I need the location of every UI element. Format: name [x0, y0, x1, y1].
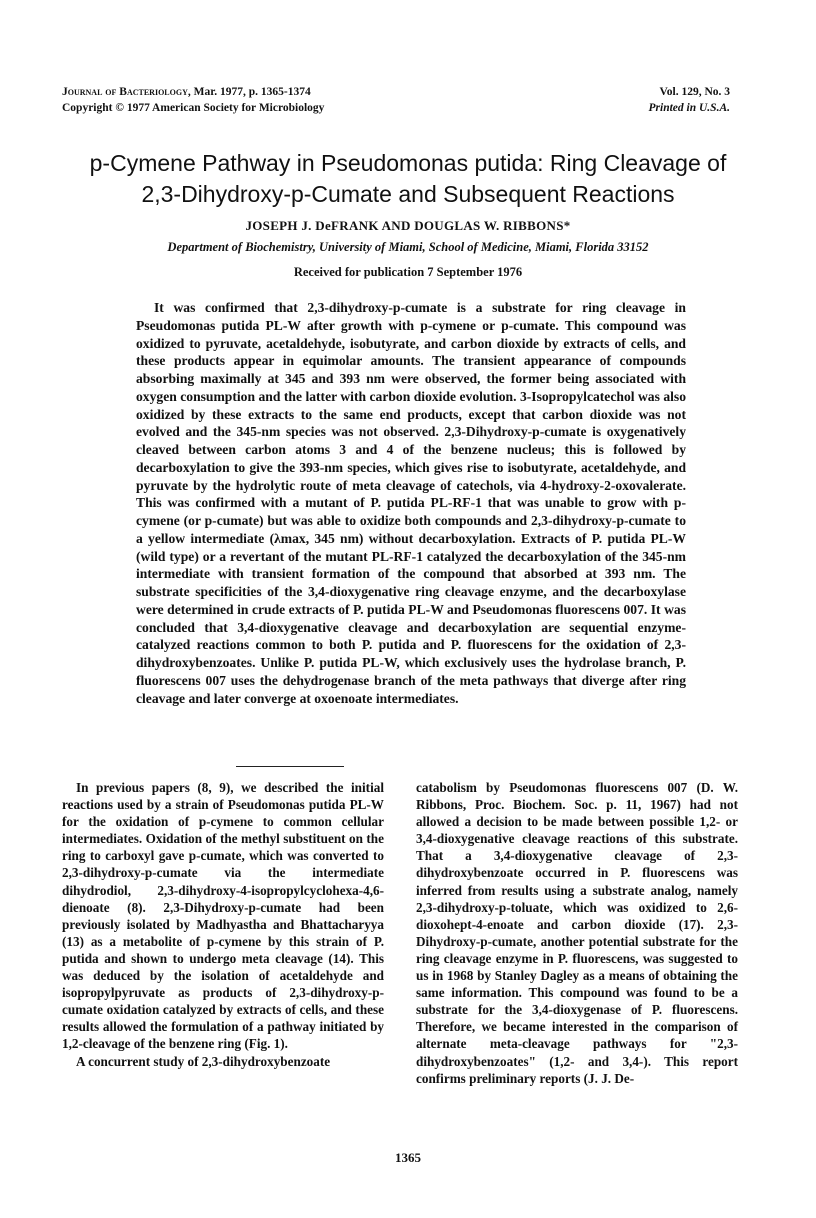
volume-header [649, 84, 730, 116]
body-column-left [62, 779, 384, 1070]
article-title [40, 148, 776, 210]
body-paragraph: In previous papers (8, 9), we described the initial reactions used by a strain of Pseudomonas putida PL-W for the oxidation of p-cymene to common cellular intermediates. Oxidation of the methyl substituent on the ring to carboxyl gave p-cumate, which was converted to 2,3-dihydroxy-p-cumate via the intermediate dihydrodiol, 2,3-dihydroxy-4-isopropylcyclohexa-4,6-dienoate (8). 2,3-Dihydroxy-p-cumate had been previously isolated by Madhyastha and Bhattacharyya (13) as a metabolite of p-cymene by this strain of P. putida and shown to undergo meta cleavage (14). This was deduced by the isolation of acetaldehyde and isopropylpyruvate as products of 2,3-dihydroxy-p-cumate oxidation catalyzed by extracts of cells, and these results allowed the formulation of a pathway initiated by 1,2-cleavage of the benzene ring (Fig. 1). [62, 780, 384, 1052]
authors: JOSEPH J. DeFRANK AND DOUGLAS W. RIBBONS* [245, 218, 571, 233]
affiliation: Department of Biochemistry, University of Miami, School of Medicine, Miami, Florida 33152 [167, 240, 649, 254]
title-line-1: p-Cymene Pathway in Pseudomonas putida: Ring Cleavage of [89, 150, 727, 176]
abstract-text: It was confirmed that 2,3-dihydroxy-p-cumate is a substrate for ring cleavage in Pseudomonas putida PL-W after growth with p-cymene or p-cumate. This compound was oxidized to pyruvate, acetaldehyde, isobutyrate, and carbon dioxide by extracts of cells, and these products appear in equimolar amounts. The transient appearance of compounds absorbing maximally at 345 and 393 nm were observed, the former being associated with oxygen consumption and the latter with carbon dioxide evolution. 3-Isopropylcatechol was also oxidized by these extracts to the same end products, except that carbon dioxide was not evolved and the 345-nm species was not observed. 2,3-Dihydroxy-p-cumate is oxygenatively cleaved between carbon atoms 3 and 4 of the benzene nucleus; this is followed by decarboxylation to give the 393-nm species, which gives rise to isobutyrate, acetaldehyde, and pyruvate by the hydrolytic route of meta cleavage of catechols, via 4-hydroxy-2-oxovalerate. This was confirmed with a mutant of P. putida PL-RF-1 that was unable to grow with p-cymene (or p-cumate) but was able to oxidize both compounds and 2,3-dihydroxy-p-cumate to a yellow intermediate (λmax, 345 nm) without decarboxylation. Extracts of P. putida PL-W (wild type) or a revertant of the mutant PL-RF-1 catalyzed the decarboxylation of the 345-nm intermediate with transient formation of the compound that absorbed at 393 nm. The substrate specificities of the 3,4-dioxygenative ring cleavage enzyme, and the decarboxylase were determined in crude extracts of P. putida PL-W and Pseudomonas fluorescens 007. It was concluded that 3,4-dioxygenative cleavage and decarboxylation are sequential enzyme-catalyzed reactions common to both P. putida and P. fluorescens for the oxidation of 2,3-dihydroxybenzoates. Unlike P. putida PL-W, which exclusively uses the hydrolase branch, P. fluorescens 007 uses the dehydrogenase branch of the meta pathways that diverge after ring cleavage and later converge at oxoenoate intermediates. [136, 300, 686, 706]
body-column-right [416, 779, 738, 1087]
title-line-2: 2,3-Dihydroxy-p-Cumate and Subsequent Reactions [141, 181, 675, 207]
received-date: Received for publication 7 September 1976 [293, 265, 523, 279]
journal-citation [62, 84, 324, 100]
volume-info: Vol. 129, No. 3 [659, 86, 730, 98]
abstract [136, 299, 686, 707]
body-paragraph: catabolism by Pseudomonas fluorescens 007 (D. W. Ribbons, Proc. Biochem. Soc. p. 11, 1967) had not allowed a decision to be made between possible 1,2- or 3,4-dioxygenative cleavage reactions of this substrate. That a 3,4-dioxygenative cleavage of 2,3-dihydroxybenzoate occurred in P. fluorescens was inferred from results using a substrate analog, namely 2,3-dihydroxy-p-toluate, which was oxidized to 2,6-dioxohept-4-enoate and carbon dioxide (17). 2,3-Dihydroxy-p-cumate, another potential substrate for the ring cleavage enzyme in P. fluorescens, was suggested to us in 1968 by Stanley Dagley as a means of obtaining the same information. This compound was found to be a substrate for the 3,4-dioxygenase of P. fluorescens. Therefore, we became interested in the comparison of alternate meta-cleavage pathways for "2,3-dihydroxybenzoates" (1,2- and 3,4-). This report confirms preliminary reports (J. J. De- [416, 780, 738, 1086]
journal-header [62, 84, 324, 116]
printed-in: Printed in U.S.A. [648, 102, 730, 114]
journal-name: Journal of Bacteriology [62, 86, 188, 98]
copyright-line: Copyright © 1977 American Society for Microbiology [62, 102, 325, 114]
citation-details: , Mar. 1977, p. 1365-1374 [187, 86, 311, 98]
page-number: 1365 [395, 1150, 421, 1165]
body-paragraph: A concurrent study of 2,3-dihydroxybenzoate [76, 1053, 331, 1069]
abstract-divider [236, 766, 344, 767]
